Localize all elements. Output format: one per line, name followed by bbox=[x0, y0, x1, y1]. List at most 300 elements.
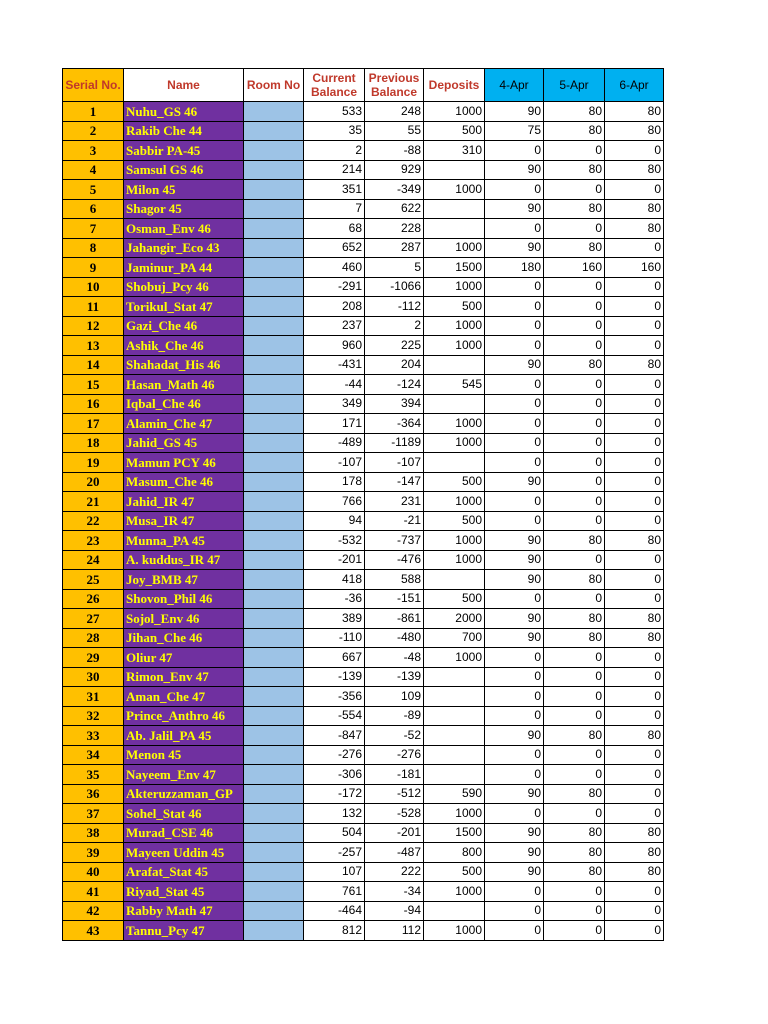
cell-date-1[interactable]: 0 bbox=[485, 745, 544, 765]
cell-date-2[interactable]: 0 bbox=[544, 804, 605, 824]
header-room[interactable]: Room No bbox=[244, 69, 304, 102]
cell-current-balance[interactable]: 418 bbox=[304, 570, 365, 590]
cell-date-2[interactable]: 0 bbox=[544, 882, 605, 902]
cell-name[interactable]: Rabby Math 47 bbox=[124, 901, 244, 921]
cell-current-balance[interactable]: -431 bbox=[304, 355, 365, 375]
cell-deposits[interactable]: 1000 bbox=[424, 277, 485, 297]
cell-serial[interactable]: 13 bbox=[63, 336, 124, 356]
cell-deposits[interactable] bbox=[424, 219, 485, 239]
cell-date-2[interactable]: 0 bbox=[544, 901, 605, 921]
cell-name[interactable]: Prince_Anthro 46 bbox=[124, 706, 244, 726]
cell-room[interactable] bbox=[244, 180, 304, 200]
cell-room[interactable] bbox=[244, 258, 304, 278]
cell-date-3[interactable]: 0 bbox=[605, 141, 664, 161]
cell-date-3[interactable]: 80 bbox=[605, 609, 664, 629]
cell-name[interactable]: Milon 45 bbox=[124, 180, 244, 200]
cell-previous-balance[interactable]: -364 bbox=[365, 414, 424, 434]
cell-serial[interactable]: 30 bbox=[63, 667, 124, 687]
cell-date-1[interactable]: 90 bbox=[485, 843, 544, 863]
cell-current-balance[interactable]: -201 bbox=[304, 550, 365, 570]
header-name[interactable]: Name bbox=[124, 69, 244, 102]
cell-room[interactable] bbox=[244, 102, 304, 122]
cell-current-balance[interactable]: 2 bbox=[304, 141, 365, 161]
cell-name[interactable]: Joy_BMB 47 bbox=[124, 570, 244, 590]
cell-date-1[interactable]: 90 bbox=[485, 628, 544, 648]
cell-current-balance[interactable]: 7 bbox=[304, 199, 365, 219]
cell-room[interactable] bbox=[244, 297, 304, 317]
cell-name[interactable]: Jihan_Che 46 bbox=[124, 628, 244, 648]
cell-serial[interactable]: 29 bbox=[63, 648, 124, 668]
cell-deposits[interactable]: 1000 bbox=[424, 433, 485, 453]
cell-date-2[interactable]: 0 bbox=[544, 589, 605, 609]
cell-deposits[interactable]: 1000 bbox=[424, 180, 485, 200]
cell-date-3[interactable]: 0 bbox=[605, 492, 664, 512]
cell-serial[interactable]: 12 bbox=[63, 316, 124, 336]
cell-date-1[interactable]: 0 bbox=[485, 414, 544, 434]
cell-previous-balance[interactable]: -201 bbox=[365, 823, 424, 843]
cell-date-2[interactable]: 0 bbox=[544, 745, 605, 765]
cell-name[interactable]: Rakib Che 44 bbox=[124, 121, 244, 141]
cell-serial[interactable]: 24 bbox=[63, 550, 124, 570]
cell-date-3[interactable]: 80 bbox=[605, 726, 664, 746]
cell-room[interactable] bbox=[244, 862, 304, 882]
cell-date-3[interactable]: 0 bbox=[605, 745, 664, 765]
cell-name[interactable]: Ashik_Che 46 bbox=[124, 336, 244, 356]
cell-current-balance[interactable]: 349 bbox=[304, 394, 365, 414]
cell-date-1[interactable]: 0 bbox=[485, 882, 544, 902]
cell-current-balance[interactable]: -110 bbox=[304, 628, 365, 648]
cell-room[interactable] bbox=[244, 570, 304, 590]
cell-previous-balance[interactable]: 622 bbox=[365, 199, 424, 219]
cell-previous-balance[interactable]: -112 bbox=[365, 297, 424, 317]
cell-date-2[interactable]: 0 bbox=[544, 277, 605, 297]
cell-date-1[interactable]: 0 bbox=[485, 316, 544, 336]
cell-date-2[interactable]: 0 bbox=[544, 472, 605, 492]
cell-previous-balance[interactable]: -151 bbox=[365, 589, 424, 609]
cell-name[interactable]: Rimon_Env 47 bbox=[124, 667, 244, 687]
cell-date-2[interactable]: 80 bbox=[544, 238, 605, 258]
cell-date-1[interactable]: 90 bbox=[485, 550, 544, 570]
cell-date-2[interactable]: 0 bbox=[544, 511, 605, 531]
cell-previous-balance[interactable]: 287 bbox=[365, 238, 424, 258]
cell-date-1[interactable]: 0 bbox=[485, 804, 544, 824]
cell-date-1[interactable]: 0 bbox=[485, 141, 544, 161]
cell-serial[interactable]: 4 bbox=[63, 160, 124, 180]
cell-serial[interactable]: 7 bbox=[63, 219, 124, 239]
cell-date-3[interactable]: 80 bbox=[605, 219, 664, 239]
cell-date-2[interactable]: 80 bbox=[544, 784, 605, 804]
cell-date-2[interactable]: 0 bbox=[544, 453, 605, 473]
cell-date-1[interactable]: 0 bbox=[485, 219, 544, 239]
cell-date-3[interactable]: 0 bbox=[605, 394, 664, 414]
cell-previous-balance[interactable]: -349 bbox=[365, 180, 424, 200]
header-date-2[interactable]: 5-Apr bbox=[544, 69, 605, 102]
cell-serial[interactable]: 32 bbox=[63, 706, 124, 726]
cell-date-3[interactable]: 0 bbox=[605, 589, 664, 609]
cell-name[interactable]: Jahangir_Eco 43 bbox=[124, 238, 244, 258]
cell-previous-balance[interactable]: -124 bbox=[365, 375, 424, 395]
cell-current-balance[interactable]: 761 bbox=[304, 882, 365, 902]
cell-current-balance[interactable]: 214 bbox=[304, 160, 365, 180]
cell-serial[interactable]: 16 bbox=[63, 394, 124, 414]
cell-deposits[interactable]: 2000 bbox=[424, 609, 485, 629]
cell-date-2[interactable]: 80 bbox=[544, 609, 605, 629]
cell-deposits[interactable]: 310 bbox=[424, 141, 485, 161]
cell-current-balance[interactable]: 460 bbox=[304, 258, 365, 278]
cell-previous-balance[interactable]: -94 bbox=[365, 901, 424, 921]
cell-date-1[interactable]: 75 bbox=[485, 121, 544, 141]
cell-date-2[interactable]: 0 bbox=[544, 765, 605, 785]
cell-date-1[interactable]: 90 bbox=[485, 199, 544, 219]
cell-previous-balance[interactable]: -1066 bbox=[365, 277, 424, 297]
header-serial[interactable]: Serial No. bbox=[63, 69, 124, 102]
cell-date-3[interactable]: 0 bbox=[605, 472, 664, 492]
cell-deposits[interactable] bbox=[424, 726, 485, 746]
cell-previous-balance[interactable]: 112 bbox=[365, 921, 424, 941]
cell-current-balance[interactable]: 132 bbox=[304, 804, 365, 824]
cell-date-2[interactable]: 0 bbox=[544, 433, 605, 453]
cell-date-3[interactable]: 0 bbox=[605, 336, 664, 356]
cell-date-1[interactable]: 0 bbox=[485, 511, 544, 531]
cell-deposits[interactable]: 545 bbox=[424, 375, 485, 395]
cell-serial[interactable]: 39 bbox=[63, 843, 124, 863]
cell-date-2[interactable]: 0 bbox=[544, 921, 605, 941]
cell-name[interactable]: Masum_Che 46 bbox=[124, 472, 244, 492]
cell-previous-balance[interactable]: -52 bbox=[365, 726, 424, 746]
cell-deposits[interactable] bbox=[424, 745, 485, 765]
cell-previous-balance[interactable]: -528 bbox=[365, 804, 424, 824]
cell-date-2[interactable]: 80 bbox=[544, 121, 605, 141]
cell-date-3[interactable]: 0 bbox=[605, 511, 664, 531]
cell-date-3[interactable]: 0 bbox=[605, 765, 664, 785]
cell-room[interactable] bbox=[244, 901, 304, 921]
cell-previous-balance[interactable]: 2 bbox=[365, 316, 424, 336]
cell-current-balance[interactable]: 208 bbox=[304, 297, 365, 317]
cell-date-2[interactable]: 80 bbox=[544, 102, 605, 122]
cell-date-3[interactable]: 0 bbox=[605, 277, 664, 297]
cell-current-balance[interactable]: 178 bbox=[304, 472, 365, 492]
cell-deposits[interactable] bbox=[424, 901, 485, 921]
cell-previous-balance[interactable]: 588 bbox=[365, 570, 424, 590]
cell-date-2[interactable]: 80 bbox=[544, 628, 605, 648]
cell-previous-balance[interactable]: -88 bbox=[365, 141, 424, 161]
cell-name[interactable]: Osman_Env 46 bbox=[124, 219, 244, 239]
cell-previous-balance[interactable]: 5 bbox=[365, 258, 424, 278]
cell-deposits[interactable]: 1000 bbox=[424, 414, 485, 434]
cell-deposits[interactable]: 1000 bbox=[424, 238, 485, 258]
cell-serial[interactable]: 34 bbox=[63, 745, 124, 765]
cell-current-balance[interactable]: -172 bbox=[304, 784, 365, 804]
cell-current-balance[interactable]: 812 bbox=[304, 921, 365, 941]
cell-date-1[interactable]: 90 bbox=[485, 472, 544, 492]
cell-current-balance[interactable]: -489 bbox=[304, 433, 365, 453]
cell-previous-balance[interactable]: -276 bbox=[365, 745, 424, 765]
cell-name[interactable]: Hasan_Math 46 bbox=[124, 375, 244, 395]
cell-room[interactable] bbox=[244, 160, 304, 180]
cell-date-2[interactable]: 0 bbox=[544, 550, 605, 570]
cell-deposits[interactable]: 800 bbox=[424, 843, 485, 863]
cell-room[interactable] bbox=[244, 121, 304, 141]
cell-serial[interactable]: 22 bbox=[63, 511, 124, 531]
cell-previous-balance[interactable]: -89 bbox=[365, 706, 424, 726]
cell-date-2[interactable]: 0 bbox=[544, 687, 605, 707]
cell-deposits[interactable]: 1000 bbox=[424, 882, 485, 902]
cell-date-3[interactable]: 0 bbox=[605, 453, 664, 473]
cell-date-2[interactable]: 0 bbox=[544, 141, 605, 161]
cell-date-2[interactable]: 80 bbox=[544, 570, 605, 590]
cell-date-1[interactable]: 90 bbox=[485, 238, 544, 258]
cell-serial[interactable]: 10 bbox=[63, 277, 124, 297]
cell-previous-balance[interactable]: -487 bbox=[365, 843, 424, 863]
cell-date-1[interactable]: 0 bbox=[485, 589, 544, 609]
cell-date-1[interactable]: 0 bbox=[485, 394, 544, 414]
cell-name[interactable]: Musa_IR 47 bbox=[124, 511, 244, 531]
cell-deposits[interactable]: 1000 bbox=[424, 921, 485, 941]
cell-name[interactable]: Gazi_Che 46 bbox=[124, 316, 244, 336]
cell-date-2[interactable]: 0 bbox=[544, 706, 605, 726]
cell-date-2[interactable]: 0 bbox=[544, 667, 605, 687]
cell-current-balance[interactable]: 35 bbox=[304, 121, 365, 141]
cell-room[interactable] bbox=[244, 531, 304, 551]
cell-deposits[interactable]: 1000 bbox=[424, 492, 485, 512]
cell-deposits[interactable]: 1000 bbox=[424, 804, 485, 824]
cell-date-1[interactable]: 0 bbox=[485, 648, 544, 668]
cell-serial[interactable]: 11 bbox=[63, 297, 124, 317]
cell-deposits[interactable]: 1500 bbox=[424, 823, 485, 843]
cell-date-2[interactable]: 0 bbox=[544, 180, 605, 200]
cell-serial[interactable]: 2 bbox=[63, 121, 124, 141]
cell-date-2[interactable]: 80 bbox=[544, 531, 605, 551]
cell-serial[interactable]: 42 bbox=[63, 901, 124, 921]
cell-name[interactable]: Riyad_Stat 45 bbox=[124, 882, 244, 902]
cell-date-3[interactable]: 80 bbox=[605, 121, 664, 141]
cell-current-balance[interactable]: -847 bbox=[304, 726, 365, 746]
cell-current-balance[interactable]: 389 bbox=[304, 609, 365, 629]
cell-current-balance[interactable]: -107 bbox=[304, 453, 365, 473]
cell-room[interactable] bbox=[244, 414, 304, 434]
cell-date-1[interactable]: 0 bbox=[485, 375, 544, 395]
cell-previous-balance[interactable]: -139 bbox=[365, 667, 424, 687]
cell-room[interactable] bbox=[244, 433, 304, 453]
cell-deposits[interactable] bbox=[424, 765, 485, 785]
header-date-1[interactable]: 4-Apr bbox=[485, 69, 544, 102]
cell-name[interactable]: Sabbir PA-45 bbox=[124, 141, 244, 161]
cell-serial[interactable]: 18 bbox=[63, 433, 124, 453]
cell-date-3[interactable]: 0 bbox=[605, 550, 664, 570]
cell-name[interactable]: Ab. Jalil_PA 45 bbox=[124, 726, 244, 746]
cell-date-3[interactable]: 80 bbox=[605, 160, 664, 180]
cell-serial[interactable]: 36 bbox=[63, 784, 124, 804]
cell-date-3[interactable]: 80 bbox=[605, 199, 664, 219]
header-date-3[interactable]: 6-Apr bbox=[605, 69, 664, 102]
cell-name[interactable]: Nuhu_GS 46 bbox=[124, 102, 244, 122]
cell-date-3[interactable]: 80 bbox=[605, 355, 664, 375]
cell-name[interactable]: Alamin_Che 47 bbox=[124, 414, 244, 434]
cell-name[interactable]: A. kuddus_IR 47 bbox=[124, 550, 244, 570]
cell-date-2[interactable]: 80 bbox=[544, 862, 605, 882]
cell-serial[interactable]: 21 bbox=[63, 492, 124, 512]
cell-room[interactable] bbox=[244, 394, 304, 414]
cell-current-balance[interactable]: 68 bbox=[304, 219, 365, 239]
cell-date-1[interactable]: 90 bbox=[485, 531, 544, 551]
cell-previous-balance[interactable]: -34 bbox=[365, 882, 424, 902]
cell-current-balance[interactable]: -276 bbox=[304, 745, 365, 765]
cell-date-1[interactable]: 90 bbox=[485, 355, 544, 375]
cell-name[interactable]: Jahid_GS 45 bbox=[124, 433, 244, 453]
cell-current-balance[interactable]: -554 bbox=[304, 706, 365, 726]
cell-date-1[interactable]: 90 bbox=[485, 609, 544, 629]
cell-name[interactable]: Murad_CSE 46 bbox=[124, 823, 244, 843]
cell-room[interactable] bbox=[244, 375, 304, 395]
cell-date-1[interactable]: 90 bbox=[485, 570, 544, 590]
cell-previous-balance[interactable]: -21 bbox=[365, 511, 424, 531]
cell-name[interactable]: Iqbal_Che 46 bbox=[124, 394, 244, 414]
cell-serial[interactable]: 37 bbox=[63, 804, 124, 824]
cell-serial[interactable]: 20 bbox=[63, 472, 124, 492]
cell-serial[interactable]: 27 bbox=[63, 609, 124, 629]
cell-name[interactable]: Aman_Che 47 bbox=[124, 687, 244, 707]
cell-deposits[interactable]: 1000 bbox=[424, 316, 485, 336]
cell-previous-balance[interactable]: 929 bbox=[365, 160, 424, 180]
cell-deposits[interactable] bbox=[424, 199, 485, 219]
cell-date-1[interactable]: 0 bbox=[485, 921, 544, 941]
cell-name[interactable]: Shovon_Phil 46 bbox=[124, 589, 244, 609]
cell-date-3[interactable]: 0 bbox=[605, 297, 664, 317]
cell-serial[interactable]: 8 bbox=[63, 238, 124, 258]
cell-date-1[interactable]: 0 bbox=[485, 765, 544, 785]
cell-name[interactable]: Arafat_Stat 45 bbox=[124, 862, 244, 882]
cell-previous-balance[interactable]: 225 bbox=[365, 336, 424, 356]
cell-current-balance[interactable]: 652 bbox=[304, 238, 365, 258]
cell-room[interactable] bbox=[244, 355, 304, 375]
cell-previous-balance[interactable]: 394 bbox=[365, 394, 424, 414]
cell-date-2[interactable]: 0 bbox=[544, 219, 605, 239]
cell-name[interactable]: Sojol_Env 46 bbox=[124, 609, 244, 629]
cell-room[interactable] bbox=[244, 511, 304, 531]
cell-date-1[interactable]: 0 bbox=[485, 667, 544, 687]
cell-date-1[interactable]: 90 bbox=[485, 102, 544, 122]
cell-deposits[interactable]: 1000 bbox=[424, 648, 485, 668]
cell-date-1[interactable]: 90 bbox=[485, 784, 544, 804]
cell-date-1[interactable]: 0 bbox=[485, 277, 544, 297]
cell-serial[interactable]: 35 bbox=[63, 765, 124, 785]
cell-deposits[interactable] bbox=[424, 706, 485, 726]
cell-serial[interactable]: 5 bbox=[63, 180, 124, 200]
cell-current-balance[interactable]: 237 bbox=[304, 316, 365, 336]
cell-room[interactable] bbox=[244, 784, 304, 804]
cell-previous-balance[interactable]: -48 bbox=[365, 648, 424, 668]
cell-previous-balance[interactable]: -147 bbox=[365, 472, 424, 492]
cell-room[interactable] bbox=[244, 277, 304, 297]
header-previous-balance[interactable]: Previous Balance bbox=[365, 69, 424, 102]
cell-room[interactable] bbox=[244, 648, 304, 668]
cell-name[interactable]: Jahid_IR 47 bbox=[124, 492, 244, 512]
cell-date-3[interactable]: 0 bbox=[605, 238, 664, 258]
cell-date-3[interactable]: 80 bbox=[605, 628, 664, 648]
cell-deposits[interactable] bbox=[424, 394, 485, 414]
cell-deposits[interactable]: 500 bbox=[424, 297, 485, 317]
cell-room[interactable] bbox=[244, 238, 304, 258]
cell-room[interactable] bbox=[244, 336, 304, 356]
cell-date-3[interactable]: 0 bbox=[605, 414, 664, 434]
cell-date-2[interactable]: 80 bbox=[544, 160, 605, 180]
cell-room[interactable] bbox=[244, 609, 304, 629]
cell-room[interactable] bbox=[244, 726, 304, 746]
cell-room[interactable] bbox=[244, 550, 304, 570]
cell-deposits[interactable]: 500 bbox=[424, 589, 485, 609]
cell-serial[interactable]: 6 bbox=[63, 199, 124, 219]
cell-current-balance[interactable]: 766 bbox=[304, 492, 365, 512]
cell-date-1[interactable]: 0 bbox=[485, 706, 544, 726]
cell-previous-balance[interactable]: 109 bbox=[365, 687, 424, 707]
header-deposits[interactable]: Deposits bbox=[424, 69, 485, 102]
cell-room[interactable] bbox=[244, 628, 304, 648]
cell-previous-balance[interactable]: -181 bbox=[365, 765, 424, 785]
cell-serial[interactable]: 3 bbox=[63, 141, 124, 161]
cell-previous-balance[interactable]: -480 bbox=[365, 628, 424, 648]
cell-room[interactable] bbox=[244, 706, 304, 726]
cell-current-balance[interactable]: 960 bbox=[304, 336, 365, 356]
cell-deposits[interactable]: 500 bbox=[424, 121, 485, 141]
cell-date-2[interactable]: 0 bbox=[544, 414, 605, 434]
cell-date-2[interactable]: 80 bbox=[544, 843, 605, 863]
cell-serial[interactable]: 9 bbox=[63, 258, 124, 278]
cell-date-3[interactable]: 0 bbox=[605, 882, 664, 902]
cell-current-balance[interactable]: -291 bbox=[304, 277, 365, 297]
cell-date-1[interactable]: 90 bbox=[485, 862, 544, 882]
cell-room[interactable] bbox=[244, 843, 304, 863]
cell-serial[interactable]: 15 bbox=[63, 375, 124, 395]
cell-serial[interactable]: 17 bbox=[63, 414, 124, 434]
cell-deposits[interactable] bbox=[424, 453, 485, 473]
cell-date-1[interactable]: 0 bbox=[485, 687, 544, 707]
cell-previous-balance[interactable]: 222 bbox=[365, 862, 424, 882]
cell-serial[interactable]: 31 bbox=[63, 687, 124, 707]
cell-current-balance[interactable]: -464 bbox=[304, 901, 365, 921]
cell-serial[interactable]: 38 bbox=[63, 823, 124, 843]
cell-room[interactable] bbox=[244, 667, 304, 687]
cell-deposits[interactable]: 1000 bbox=[424, 531, 485, 551]
cell-room[interactable] bbox=[244, 219, 304, 239]
cell-current-balance[interactable]: -139 bbox=[304, 667, 365, 687]
cell-date-2[interactable]: 0 bbox=[544, 394, 605, 414]
cell-previous-balance[interactable]: -1189 bbox=[365, 433, 424, 453]
cell-name[interactable]: Samsul GS 46 bbox=[124, 160, 244, 180]
header-current-balance[interactable]: Current Balance bbox=[304, 69, 365, 102]
cell-name[interactable]: Tannu_Pcy 47 bbox=[124, 921, 244, 941]
cell-previous-balance[interactable]: 231 bbox=[365, 492, 424, 512]
cell-date-2[interactable]: 0 bbox=[544, 492, 605, 512]
cell-deposits[interactable]: 1500 bbox=[424, 258, 485, 278]
cell-previous-balance[interactable]: 228 bbox=[365, 219, 424, 239]
cell-date-2[interactable]: 80 bbox=[544, 355, 605, 375]
cell-date-3[interactable]: 0 bbox=[605, 316, 664, 336]
cell-deposits[interactable]: 590 bbox=[424, 784, 485, 804]
cell-previous-balance[interactable]: -737 bbox=[365, 531, 424, 551]
cell-current-balance[interactable]: 107 bbox=[304, 862, 365, 882]
cell-date-3[interactable]: 80 bbox=[605, 843, 664, 863]
cell-date-3[interactable]: 80 bbox=[605, 862, 664, 882]
cell-room[interactable] bbox=[244, 882, 304, 902]
cell-current-balance[interactable]: 667 bbox=[304, 648, 365, 668]
cell-date-3[interactable]: 0 bbox=[605, 804, 664, 824]
cell-date-1[interactable]: 0 bbox=[485, 433, 544, 453]
cell-serial[interactable]: 23 bbox=[63, 531, 124, 551]
cell-name[interactable]: Sohel_Stat 46 bbox=[124, 804, 244, 824]
cell-deposits[interactable] bbox=[424, 160, 485, 180]
cell-serial[interactable]: 19 bbox=[63, 453, 124, 473]
cell-current-balance[interactable]: -532 bbox=[304, 531, 365, 551]
